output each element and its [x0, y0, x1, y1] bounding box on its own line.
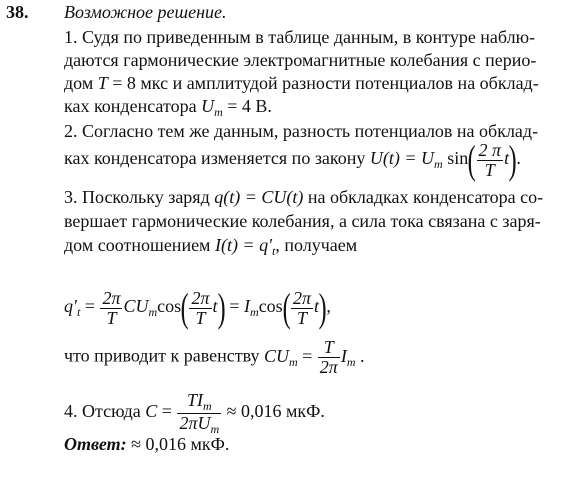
step1-line2: даются гармонические электромагнитные колебания с перио-	[64, 50, 537, 70]
answer-label: Ответ:	[64, 434, 127, 454]
subscript: m	[214, 105, 223, 119]
close-paren: )	[217, 285, 226, 330]
denominator: 2π	[319, 356, 338, 377]
numerator: 2π	[191, 287, 210, 308]
fraction	[177, 391, 221, 435]
formula-part: TI	[186, 390, 203, 410]
formula-part: .	[355, 345, 365, 366]
step3-text: , получаем	[275, 235, 358, 255]
step2-line2	[64, 137, 521, 182]
fraction	[100, 289, 122, 328]
step3-line2: вершает гармонические колебания, а сила тока связана с заря-	[64, 211, 541, 231]
step2-text: ках конденсатора изменяется по закону	[64, 148, 370, 169]
step2-line1: 2. Согласно тем же данным, разность потенциалов на обклад-	[64, 121, 539, 141]
answer-value: ≈ 0,016 мкФ.	[126, 434, 230, 454]
formula-part: cos	[258, 296, 283, 317]
fraction	[189, 289, 211, 328]
formula-part: sin	[442, 148, 469, 169]
open-paren: (	[282, 285, 291, 330]
formula-part: =	[80, 296, 100, 317]
open-paren: (	[467, 137, 476, 182]
step3-text: дом соотношением	[64, 235, 215, 255]
formula-part: =	[157, 401, 177, 422]
numerator: T	[318, 338, 340, 358]
step1-text: = 8 мкс и амплитудой разности потенциалов на обклад-	[107, 73, 539, 93]
step1-text: ках конденсатора	[64, 96, 202, 116]
formula-part: I	[244, 296, 251, 317]
equality-text: что приводит к равенству	[64, 345, 264, 366]
formula-part: .	[516, 148, 521, 169]
formula-part: t	[212, 296, 218, 317]
subscript: t	[272, 244, 276, 258]
solution-heading: Возможное решение.	[64, 2, 227, 22]
answer-line	[64, 434, 229, 455]
formula-part: 2πU	[179, 412, 211, 433]
voltage-symbol: U	[201, 96, 215, 116]
numerator	[177, 391, 221, 414]
subscript: m	[346, 354, 356, 369]
capacitance-value: ≈ 0,016 мкФ.	[222, 401, 325, 422]
period-symbol: T	[97, 73, 108, 93]
numerator: 2π	[102, 287, 121, 308]
numerator: 2π	[293, 287, 312, 308]
subscript: t	[76, 305, 81, 320]
voltage-law-formula	[369, 137, 521, 182]
denominator: T	[106, 307, 117, 328]
step3-text: 3. Поскольку заряд	[64, 187, 215, 207]
close-paren: )	[318, 285, 327, 330]
current-formula: I(t) = q′	[214, 235, 273, 255]
step1-line3	[64, 73, 539, 94]
step4-line	[64, 391, 325, 435]
formula-part: I	[340, 345, 347, 366]
formula-part: =	[224, 296, 245, 317]
denominator: T	[195, 307, 206, 328]
denominator: T	[484, 159, 495, 180]
formula-part: ,	[326, 296, 331, 317]
subscript: m	[202, 399, 212, 413]
step3-line3	[64, 235, 357, 259]
step1-text: дом	[64, 73, 98, 93]
step4-text: 4. Отсюда	[64, 401, 146, 422]
formula-part: C	[145, 401, 158, 422]
subscript: m	[288, 354, 298, 369]
charge-formula: q(t) = CU(t)	[214, 187, 304, 207]
equality-line	[64, 338, 365, 377]
subscript: m	[210, 421, 220, 436]
formula-part: U(t) = U	[369, 148, 435, 169]
subscript: m	[250, 305, 259, 320]
subscript: m	[148, 305, 158, 320]
formula-part: q′	[64, 296, 77, 317]
step1-text: = 4 В.	[222, 96, 272, 116]
current-derivation-formula	[64, 285, 331, 330]
step3-line1	[64, 187, 543, 208]
subscript: m	[434, 157, 443, 172]
close-paren: )	[508, 137, 517, 182]
formula-part: t	[504, 148, 510, 169]
formula-part: cos	[157, 296, 182, 317]
fraction	[291, 289, 313, 328]
fraction	[477, 141, 504, 180]
step1-line1: 1. Судя по приведенным в таблице данным, в контуре наблю-	[64, 27, 536, 47]
step1-line4	[64, 96, 272, 120]
fraction	[318, 338, 340, 377]
formula-part: CU	[123, 296, 149, 317]
formula-part: t	[314, 296, 320, 317]
problem-number: 38.	[6, 2, 29, 22]
step3-text: на обкладках конденсатора со-	[303, 187, 544, 207]
open-paren: (	[180, 285, 189, 330]
formula-part: CU	[263, 345, 289, 366]
formula-part: =	[297, 345, 317, 366]
denominator	[177, 414, 221, 436]
numerator: 2 π	[478, 139, 502, 160]
denominator: T	[297, 307, 308, 328]
